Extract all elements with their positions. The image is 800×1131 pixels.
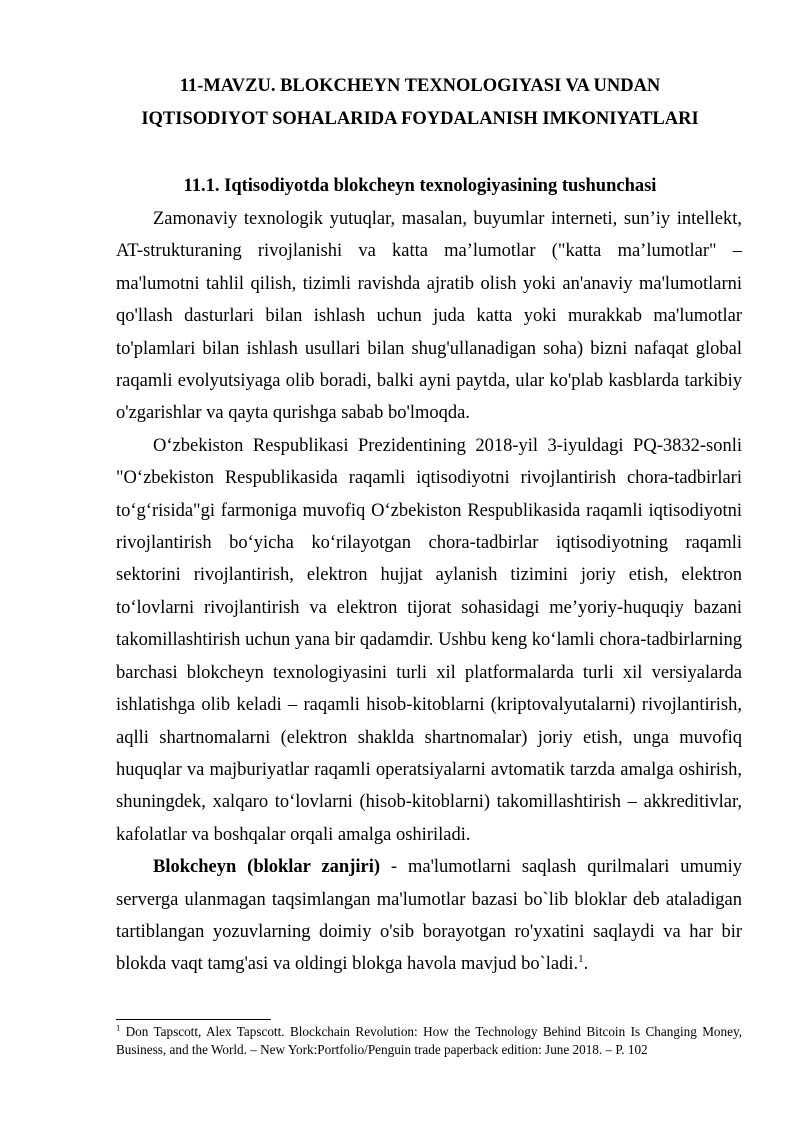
paragraph-1: Zamonaviy texnologik yutuqlar, masalan, buyumlar interneti, sun’iy intellekt, AT-strukturaning rivojlanishi va katta ma’lumotlar ("katta ma’lumotlar" – ma'lumotni tahlil qilish, tizimli ravishda ajratib olish yoki an'anaviy ma'lumotlarni qo'llash dasturlari bilan ishlash uchun juda katta yoki murakkab ma'lumotlar to'plamlari bilan ishlash usullari bilan shug'ullanadigan soha) bizni nafaqat global raqamli evolyutsiyaga olib boradi, balki ayni paytda, ular ko'plab kasblarda tarkibiy o'zgarishlar va qayta qurishga sabab bo'lmoqda. <box>116 209 742 424</box>
title-line-1: 11-MAVZU. BLOKCHEYN TEXNOLOGIYASI VA UNDAN <box>179 76 661 96</box>
footnote-reference[interactable]: 1 <box>578 953 584 966</box>
title-line-2: IQTISODIYOT SOHALARIDA FOYDALANISH IMKONIYATLARI <box>141 109 699 129</box>
paragraph-3 <box>116 851 742 981</box>
blockchain-term: Blokcheyn (bloklar zanjiri) <box>153 857 381 878</box>
footnote-marker: 1 <box>116 1022 121 1033</box>
footnote-divider <box>116 1019 271 1020</box>
paragraph-2: O‘zbekiston Respublikasi Prezidentining 2018-yil 3-iyuldagi PQ-3832-sonli "O‘zbekiston Respublikasida raqamli iqtisodiyotni rivojlantirish chora-tadbirlari to‘g‘risida"gi farmoniga muvofiq O‘zbekiston Respublikasida raqamli iqtisodiyotni rivojlantirish bo‘yicha ko‘rilayotgan chora-tadbirlar iqtisodiyotning raqamli sektorini rivojlantirish, elektron hujjat aylanish tizimini joriy etish, elektron to‘lovlarni rivojlantirish va elektron tijorat sohasidagi me’yoriy-huquqiy bazani takomillashtirish uchun yana bir qadamdir. Ushbu keng ko‘lamli chora-tadbirlarning barchasi blokcheyn texnologiyasini turli xil platformalarda turli xil versiyalarda ishlatishga olib keladi – raqamli hisob-kitoblarni (kriptovalyutalarni) rivojlantirish, aqlli shartnomalarni (elektron shaklda shartnomalar) joriy etish, unga muvofiq huquqlar va majburiyatlar raqamli operatsiyalarni avtomatik tarzda amalga oshirish, shuningdek, xalqaro to‘lovlarni (hisob-kitoblarni) takomillashtirish – akkreditivlar, kafolatlar va boshqalar orqali amalga oshiriladi. <box>116 435 742 845</box>
section-heading: 11.1. Iqtisodiyotda blokcheyn texnologiyasining tushunchasi <box>183 176 657 196</box>
page-title <box>110 70 730 136</box>
footnote-text: Don Tapscott, Alex Tapscott. Blockchain Revolution: How the Technology Behind Bitcoin Is Changing Money, Business, and the World. – New York:Portfolio/Penguin trade paperback edition: June 2018. – P. 102 <box>116 1024 742 1057</box>
footnote <box>116 1023 742 1059</box>
paragraph-3-end: . <box>583 954 589 975</box>
blockchain-definition: - ma'lumotlarni saqlash qurilmalari umumiy serverga ulanmagan taqsimlangan ma'lumotlar bazasi bo`lib bloklar deb ataladigan tartiblangan yozuvlarning doimiy o'sib borayotgan ro'yxatini saqlaydi va har bir blokda vaqt tamg'asi va oldingi blokga havola mavjud bo`ladi. <box>116 857 742 975</box>
body-text <box>116 203 742 981</box>
